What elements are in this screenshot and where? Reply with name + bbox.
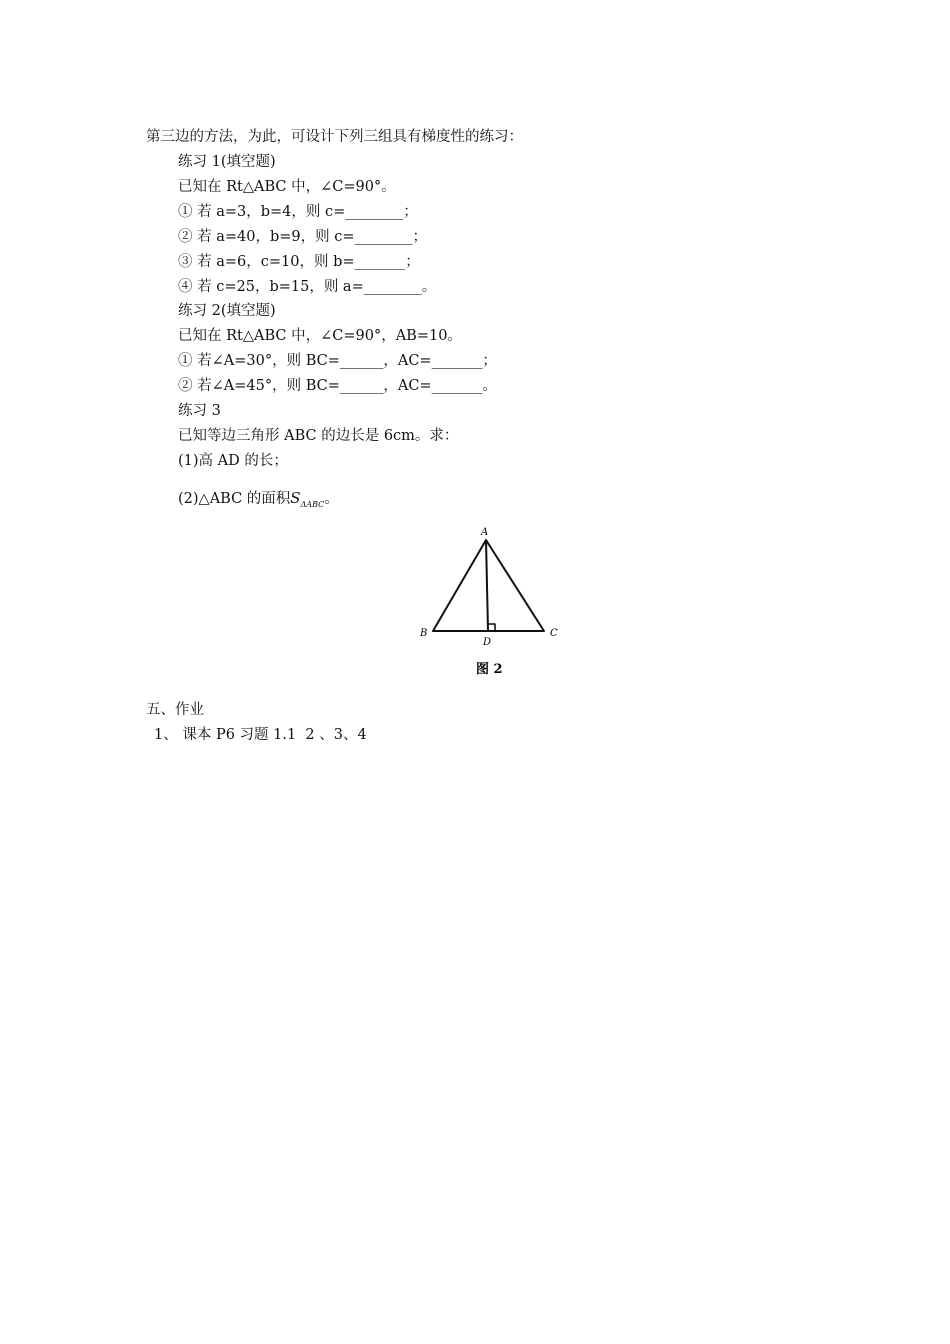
exercise-2-item: ① 若∠A=30°，则 BC=______，AC=_______； xyxy=(178,353,497,369)
exercise-3-question-2 xyxy=(178,488,339,511)
right-angle-mark xyxy=(488,624,495,631)
figure-caption: 图 2 xyxy=(476,662,503,677)
homework-item: 1、 课本 P6 习题 1.1 2 、3、4 xyxy=(154,727,367,743)
exercise-3-question-1: (1)高 AD 的长； xyxy=(178,453,288,469)
exercise-2-item: ② 若∠A=45°，则 BC=______，AC=_______。 xyxy=(178,378,497,394)
vertex-label-a: A xyxy=(481,527,489,538)
exercise-1-item: ③ 若 a=6，c=10，则 b=_______； xyxy=(178,254,420,270)
exercise-3-title: 练习 3 xyxy=(178,403,221,419)
question-2-prefix: (2)△ABC 的面积 xyxy=(178,491,291,507)
area-subscript: ΔABC xyxy=(300,500,325,509)
exercise-2-given: 已知在 Rt△ABC 中，∠C=90°，AB=10。 xyxy=(178,328,462,344)
exercise-1-given: 已知在 Rt△ABC 中，∠C=90°。 xyxy=(178,179,396,195)
exercise-1-title: 练习 1(填空题) xyxy=(178,154,276,170)
area-symbol: S xyxy=(290,489,301,507)
exercise-1-item: ① 若 a=3，b=4，则 c=________； xyxy=(178,204,418,220)
exercise-1-item: ④ 若 c=25，b=15，则 a=________。 xyxy=(178,279,437,295)
homework-heading: 五、作业 xyxy=(146,702,204,718)
exercise-3-given: 已知等边三角形 ABC 的边长是 6cm。求： xyxy=(178,428,459,444)
exercise-2-title: 练习 2(填空题) xyxy=(178,303,276,319)
altitude-ad xyxy=(486,540,488,631)
exercise-1-item: ② 若 a=40，b=9，则 c=________； xyxy=(178,229,427,245)
vertex-label-b: B xyxy=(420,628,428,639)
triangle-figure xyxy=(412,518,572,688)
intro-text: 第三边的方法，为此，可设计下列三组具有梯度性的练习： xyxy=(146,129,523,145)
vertex-label-d: D xyxy=(483,637,492,648)
vertex-label-c: C xyxy=(550,628,558,639)
question-2-suffix: 。 xyxy=(324,491,339,507)
